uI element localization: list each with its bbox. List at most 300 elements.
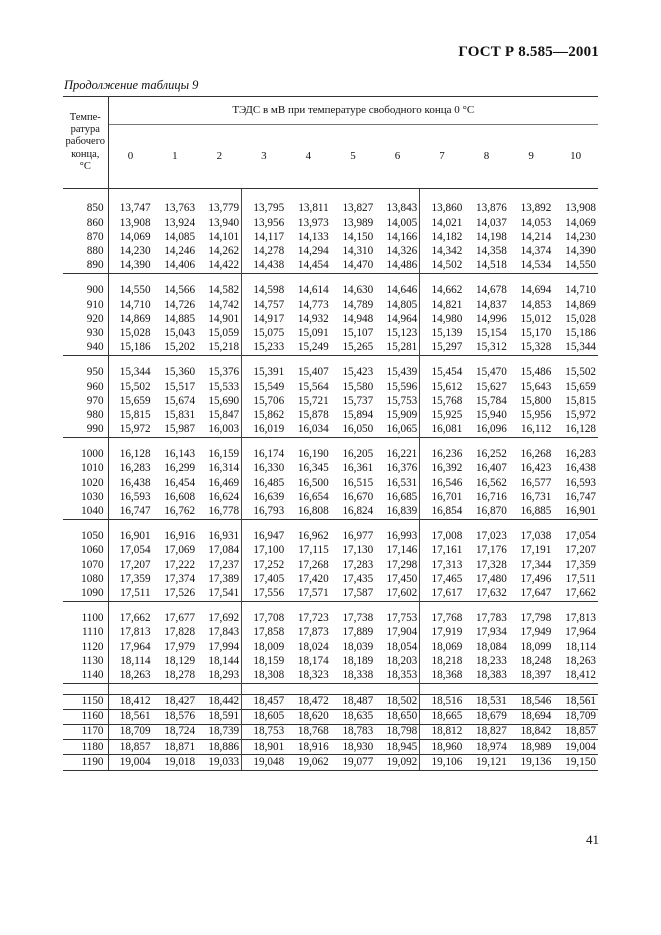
column-header-2: 2 (197, 125, 242, 189)
table-row (63, 709, 598, 724)
emf-value-cell: 18,857 (553, 725, 598, 740)
emf-value-cell: 17,465 (431, 572, 463, 585)
emf-value-cell: 15,940 (476, 408, 507, 421)
emf-value-cell: 18,561 (553, 694, 598, 709)
table-body (63, 189, 598, 771)
emf-value-cell: 17,054 (565, 530, 596, 543)
temperature-cell: 1070 (63, 558, 108, 572)
emf-value-cell: 17,176 (476, 544, 507, 557)
emf-value-cell: 15,170 (520, 326, 552, 339)
emf-value-cell: 15,564 (297, 380, 329, 393)
emf-value-cell: 17,511 (565, 572, 596, 585)
emf-value-cell: 17,662 (119, 612, 151, 625)
emf-value-cell: 13,827 (342, 202, 374, 215)
emf-value-cell: 17,389 (197, 572, 242, 586)
emf-value-cell: 17,480 (476, 572, 507, 585)
emf-value-cell: 15,123 (375, 327, 420, 341)
emf-value-cell: 14,069 (565, 216, 596, 229)
temperature-cell: 1170 (63, 725, 108, 740)
emf-value-cell: 16,593 (119, 490, 151, 503)
table-row (63, 408, 598, 422)
emf-value-cell: 18,901 (242, 740, 287, 755)
table-row (63, 640, 598, 654)
emf-value-cell: 18,412 (565, 668, 596, 681)
emf-value-cell: 18,516 (420, 694, 465, 709)
emf-value-cell: 14,566 (164, 284, 196, 297)
emf-value-cell: 17,692 (197, 612, 242, 626)
temperature-cell: 940 (63, 341, 108, 356)
emf-value-cell: 13,924 (164, 216, 196, 229)
emf-value-cell: 15,502 (565, 366, 596, 379)
block-gap (63, 519, 598, 530)
emf-value-cell: 16,143 (164, 448, 196, 461)
emf-value-cell: 13,908 (119, 216, 151, 229)
emf-value-cell: 15,391 (253, 366, 285, 379)
emf-value-cell: 17,038 (520, 530, 552, 543)
emf-value-cell: 14,773 (297, 298, 329, 311)
emf-value-cell: 18,054 (375, 640, 420, 654)
emf-value-cell: 14,726 (164, 298, 196, 311)
emf-value-cell: 15,627 (476, 380, 507, 393)
emf-value-cell: 18,605 (242, 709, 287, 724)
emf-value-cell: 15,265 (342, 341, 374, 354)
emf-value-cell: 14,964 (375, 312, 420, 326)
emf-value-cell: 14,710 (119, 298, 151, 311)
emf-value-cell: 17,207 (119, 558, 151, 571)
emf-value-cell: 16,221 (375, 448, 420, 462)
emf-value-cell: 16,438 (565, 462, 596, 475)
emf-value-cell: 17,115 (298, 544, 329, 557)
emf-value-cell: 15,202 (164, 341, 196, 354)
column-header-10: 10 (553, 125, 598, 189)
emf-value-cell: 18,930 (331, 740, 376, 755)
emf-value-cell: 13,973 (297, 216, 329, 229)
emf-value-cell: 17,556 (253, 586, 285, 599)
temperature-cell: 1030 (63, 490, 108, 504)
emf-value-cell: 16,901 (565, 505, 596, 518)
table-row (63, 312, 598, 326)
emf-value-cell: 17,191 (520, 544, 552, 557)
emf-value-cell: 13,940 (197, 216, 242, 230)
emf-value-cell: 15,376 (197, 366, 242, 380)
emf-value-cell: 17,632 (476, 586, 507, 599)
emf-value-cell: 14,534 (520, 259, 552, 272)
emf-value-cell: 18,679 (464, 709, 509, 724)
table-row (63, 490, 598, 504)
emf-value-cell: 18,487 (331, 694, 376, 709)
temperature-cell: 950 (63, 366, 108, 380)
emf-value-cell: 14,294 (297, 245, 329, 258)
emf-value-cell: 14,454 (297, 259, 329, 272)
emf-value-cell: 17,344 (520, 558, 552, 571)
emf-value-cell: 17,222 (164, 558, 196, 571)
emf-value-cell: 18,174 (297, 654, 329, 667)
emf-value-cell: 16,361 (342, 462, 374, 475)
emf-value-cell: 17,313 (431, 558, 463, 571)
emf-value-cell: 16,376 (375, 462, 420, 476)
emf-value-cell: 16,916 (164, 530, 196, 543)
emf-value-cell: 16,947 (253, 530, 285, 543)
emf-value-cell: 18,871 (153, 740, 198, 755)
emf-value-cell: 15,249 (297, 341, 329, 354)
emf-value-cell: 17,813 (565, 612, 596, 625)
table-row (63, 341, 598, 356)
emf-value-cell: 16,174 (253, 448, 285, 461)
emf-value-cell: 18,144 (197, 654, 242, 668)
emf-value-cell: 14,757 (253, 298, 285, 311)
emf-value-cell: 15,768 (431, 394, 463, 407)
emf-value-cell: 14,230 (119, 245, 151, 258)
temperature-cell: 880 (63, 245, 108, 259)
emf-value-cell: 14,789 (342, 298, 374, 311)
emf-value-cell: 17,873 (297, 626, 329, 639)
emf-value-cell: 17,723 (297, 612, 329, 625)
emf-value-cell: 14,230 (565, 230, 596, 243)
emf-value-cell: 14,710 (565, 284, 596, 297)
emf-value-cell: 18,383 (476, 668, 507, 681)
emf-value-cell: 18,827 (464, 725, 509, 740)
emf-value-cell: 16,778 (197, 505, 242, 520)
column-header-row (63, 125, 598, 189)
emf-value-cell: 15,987 (164, 423, 196, 436)
emf-value-cell: 18,099 (520, 640, 552, 653)
emf-value-cell: 14,932 (297, 312, 329, 325)
emf-value-cell: 15,502 (119, 380, 151, 393)
emf-value-cell: 15,706 (253, 394, 285, 407)
emf-value-cell: 15,186 (119, 341, 151, 354)
emf-value-cell: 14,326 (375, 245, 420, 259)
emf-value-cell: 14,214 (520, 230, 552, 243)
temperature-cell: 980 (63, 408, 108, 422)
emf-value-cell: 16,205 (342, 448, 374, 461)
emf-value-cell: 16,019 (253, 423, 285, 436)
emf-value-cell: 16,762 (164, 505, 196, 518)
emf-value-cell: 16,824 (342, 505, 374, 518)
emf-value-cell: 16,654 (297, 490, 329, 503)
emf-value-cell: 18,293 (197, 668, 242, 683)
emf-value-cell: 18,502 (375, 694, 420, 709)
emf-value-cell: 16,515 (342, 476, 374, 489)
emf-value-cell: 17,023 (476, 530, 507, 543)
emf-value-cell: 18,412 (108, 694, 153, 709)
emf-value-cell: 16,701 (431, 490, 463, 503)
table-row (63, 423, 598, 438)
column-header-8: 8 (464, 125, 509, 189)
emf-value-cell: 15,028 (565, 312, 596, 325)
emf-value-cell: 16,065 (375, 423, 420, 438)
temperature-cell: 1110 (63, 626, 108, 640)
temperature-cell: 1040 (63, 505, 108, 520)
emf-value-cell: 14,837 (476, 298, 507, 311)
emf-value-cell: 14,310 (342, 245, 374, 258)
thermo-emf-table (63, 96, 598, 771)
table-row (63, 230, 598, 244)
emf-value-cell: 17,283 (342, 558, 374, 571)
temperature-column-header (63, 97, 108, 189)
temperature-cell: 910 (63, 298, 108, 312)
emf-value-cell: 15,909 (375, 408, 420, 422)
temperature-cell: 860 (63, 216, 108, 230)
emf-value-cell: 17,084 (197, 544, 242, 558)
emf-value-cell: 18,368 (431, 668, 463, 681)
emf-value-cell: 16,685 (375, 490, 420, 504)
table-row (63, 572, 598, 586)
emf-value-cell: 17,889 (342, 626, 374, 639)
emf-value-cell: 17,662 (565, 586, 596, 599)
emf-value-cell: 15,043 (164, 326, 196, 339)
table-row (63, 755, 598, 770)
emf-value-cell: 15,847 (197, 408, 242, 422)
emf-value-cell: 14,948 (342, 312, 374, 325)
emf-value-cell: 15,059 (197, 327, 242, 341)
emf-value-cell: 15,972 (565, 408, 596, 421)
emf-value-cell: 14,486 (375, 259, 420, 274)
emf-value-cell: 14,182 (431, 230, 463, 243)
emf-value-cell: 15,580 (342, 380, 374, 393)
emf-value-cell: 14,550 (119, 284, 151, 297)
emf-value-cell: 18,203 (375, 654, 420, 668)
emf-value-cell: 14,005 (375, 216, 420, 230)
emf-value-cell: 19,092 (375, 755, 420, 770)
emf-value-cell: 16,236 (431, 448, 463, 461)
emf-value-cell: 18,427 (153, 694, 198, 709)
emf-value-cell: 16,901 (119, 530, 151, 543)
emf-value-cell: 15,925 (431, 408, 463, 421)
emf-value-cell: 18,635 (331, 709, 376, 724)
emf-value-cell: 18,233 (476, 654, 507, 667)
emf-value-cell: 13,860 (431, 202, 463, 215)
emf-value-cell: 13,989 (342, 216, 374, 229)
emf-value-cell: 17,738 (342, 612, 374, 625)
emf-value-cell: 15,454 (431, 366, 463, 379)
emf-value-cell: 15,297 (431, 341, 463, 354)
emf-value-cell: 18,114 (565, 640, 596, 653)
emf-value-cell: 16,345 (297, 462, 329, 475)
emf-value-cell: 16,747 (119, 505, 151, 518)
column-header-9: 9 (509, 125, 554, 189)
emf-value-cell: 15,674 (164, 394, 196, 407)
emf-value-cell: 17,571 (297, 586, 329, 599)
emf-value-cell: 14,869 (119, 312, 151, 325)
emf-value-cell: 17,541 (197, 587, 242, 602)
emf-value-cell: 17,161 (431, 544, 463, 557)
emf-value-cell: 14,374 (520, 245, 552, 258)
block-gap (63, 355, 598, 366)
temperature-cell: 1140 (63, 668, 108, 683)
emf-value-cell: 15,878 (297, 408, 329, 421)
emf-value-cell: 16,081 (431, 423, 463, 436)
emf-value-cell: 15,075 (253, 326, 285, 339)
temperature-cell: 1130 (63, 654, 108, 668)
emf-value-cell: 19,106 (420, 755, 465, 770)
temperature-cell: 1100 (63, 612, 108, 626)
table-row (63, 694, 598, 709)
temperature-cell: 1180 (63, 740, 108, 755)
emf-value-cell: 16,839 (375, 505, 420, 520)
table-row (63, 366, 598, 380)
emf-value-cell: 14,678 (476, 284, 507, 297)
emf-value-cell: 18,129 (164, 654, 196, 667)
temperature-cell: 1060 (63, 544, 108, 558)
emf-value-cell: 15,894 (342, 408, 374, 421)
emf-value-cell: 18,084 (476, 640, 507, 653)
emf-value-cell: 15,737 (342, 394, 374, 407)
emf-value-cell: 16,283 (119, 462, 151, 475)
emf-value-cell: 14,390 (565, 245, 596, 258)
emf-value-cell: 14,470 (342, 259, 374, 272)
emf-value-cell: 18,753 (242, 725, 287, 740)
emf-value-cell: 19,004 (108, 755, 153, 770)
table-row (63, 216, 598, 230)
emf-value-cell: 15,360 (164, 366, 196, 379)
emf-value-cell: 17,768 (431, 612, 463, 625)
emf-value-cell: 15,815 (565, 394, 596, 407)
emf-value-cell: 15,972 (119, 423, 151, 436)
emf-value-cell: 17,647 (520, 586, 552, 599)
emf-value-cell: 16,546 (431, 476, 463, 489)
temperature-cell: 930 (63, 327, 108, 341)
emf-value-cell: 15,862 (253, 408, 285, 421)
emf-value-cell: 18,989 (509, 740, 554, 755)
emf-value-cell: 14,518 (476, 259, 507, 272)
emf-value-cell: 18,263 (119, 668, 151, 681)
emf-value-cell: 18,591 (197, 709, 242, 724)
emf-value-cell: 14,069 (119, 230, 151, 243)
emf-value-cell: 17,994 (197, 640, 242, 654)
emf-value-cell: 18,278 (164, 668, 196, 681)
emf-value-cell: 17,435 (342, 572, 374, 585)
emf-value-cell: 18,442 (197, 694, 242, 709)
emf-value-cell: 19,136 (509, 755, 554, 770)
emf-value-cell: 16,716 (476, 490, 507, 503)
emf-value-cell: 16,870 (476, 505, 507, 518)
emf-value-cell: 19,048 (242, 755, 287, 770)
emf-value-cell: 15,186 (565, 326, 596, 339)
emf-value-cell: 16,128 (565, 423, 596, 436)
emf-value-cell: 17,237 (197, 558, 242, 572)
emf-value-cell: 16,562 (476, 476, 507, 489)
emf-value-cell: 14,262 (197, 245, 242, 259)
emf-value-cell: 16,407 (476, 462, 507, 475)
emf-value-cell: 15,815 (119, 408, 151, 421)
block-gap (63, 189, 598, 203)
column-header-4: 4 (286, 125, 331, 189)
emf-value-cell: 15,344 (119, 366, 151, 379)
emf-value-cell: 14,805 (375, 298, 420, 312)
emf-value-cell: 14,053 (520, 216, 552, 229)
emf-value-cell: 16,531 (375, 476, 420, 490)
emf-value-cell: 16,670 (342, 490, 374, 503)
emf-value-cell: 17,964 (119, 640, 151, 653)
emf-value-cell: 15,312 (476, 341, 507, 354)
emf-value-cell: 17,964 (565, 626, 596, 639)
emf-value-cell: 19,062 (286, 755, 331, 770)
table-row (63, 476, 598, 490)
temperature-cell: 1020 (63, 476, 108, 490)
temperature-cell: 1080 (63, 572, 108, 586)
emf-value-cell: 16,034 (297, 423, 329, 436)
temperature-cell: 890 (63, 259, 108, 274)
emf-value-cell: 16,159 (197, 448, 242, 462)
emf-value-cell: 16,299 (164, 462, 196, 475)
emf-value-cell: 16,190 (297, 448, 329, 461)
emf-value-cell: 14,133 (297, 230, 329, 243)
emf-value-cell: 14,853 (520, 298, 552, 311)
temperature-cell: 990 (63, 423, 108, 438)
temperature-cell: 960 (63, 380, 108, 394)
emf-value-cell: 18,397 (520, 668, 552, 681)
emf-value-cell: 13,876 (476, 202, 507, 215)
emf-value-cell: 15,139 (431, 326, 463, 339)
table-row (63, 202, 598, 216)
emf-value-cell: 15,407 (297, 366, 329, 379)
emf-value-cell: 14,390 (119, 259, 151, 272)
emf-value-cell: 17,054 (119, 544, 151, 557)
emf-value-cell: 14,630 (342, 284, 374, 297)
emf-value-cell: 15,012 (520, 312, 552, 325)
emf-value-cell: 15,659 (565, 380, 596, 393)
emf-value-cell: 18,218 (431, 654, 463, 667)
table-row (63, 298, 598, 312)
temperature-cell: 1090 (63, 587, 108, 602)
emf-value-cell: 17,587 (342, 586, 374, 599)
temperature-cell: 1160 (63, 709, 108, 724)
table-row (63, 544, 598, 558)
emf-value-cell: 18,709 (553, 709, 598, 724)
emf-value-cell: 14,085 (164, 230, 196, 243)
emf-value-cell: 17,798 (520, 612, 552, 625)
temperature-cell: 1000 (63, 448, 108, 462)
emf-value-cell: 14,694 (520, 284, 552, 297)
temperature-cell: 850 (63, 202, 108, 216)
emf-value-cell: 15,549 (253, 380, 285, 393)
emf-value-cell: 15,659 (119, 394, 151, 407)
emf-value-cell: 15,218 (197, 341, 242, 356)
emf-value-cell: 17,708 (253, 612, 285, 625)
block-gap (63, 437, 598, 448)
emf-value-cell: 15,154 (476, 326, 507, 339)
emf-value-cell: 18,561 (108, 709, 153, 724)
emf-value-cell: 14,550 (565, 259, 596, 272)
emf-value-cell: 18,263 (565, 654, 596, 667)
table-row (63, 245, 598, 259)
emf-value-cell: 14,406 (164, 259, 196, 272)
emf-value-cell: 14,198 (476, 230, 507, 243)
emf-value-cell: 17,496 (520, 572, 552, 585)
emf-value-cell: 17,008 (431, 530, 463, 543)
emf-value-cell: 17,813 (119, 626, 151, 639)
emf-value-cell: 14,742 (197, 298, 242, 312)
emf-value-cell: 18,338 (342, 668, 374, 681)
table-row (63, 259, 598, 274)
table-row (63, 654, 598, 668)
emf-value-cell: 17,511 (120, 586, 151, 599)
emf-value-cell: 15,517 (164, 380, 196, 393)
emf-value-cell: 16,454 (164, 476, 196, 489)
emf-value-cell: 17,100 (253, 544, 285, 557)
emf-value-cell: 15,690 (197, 394, 242, 408)
emf-value-cell: 17,069 (164, 544, 196, 557)
table-row (63, 448, 598, 462)
emf-value-cell: 16,993 (375, 530, 420, 544)
emf-value-cell: 17,130 (342, 544, 374, 557)
emf-value-cell: 17,374 (164, 572, 196, 585)
emf-value-cell: 18,546 (509, 694, 554, 709)
emf-value-cell: 18,353 (375, 668, 420, 683)
column-header-7: 7 (420, 125, 465, 189)
emf-value-cell: 16,469 (197, 476, 242, 490)
emf-value-cell: 15,596 (375, 380, 420, 394)
